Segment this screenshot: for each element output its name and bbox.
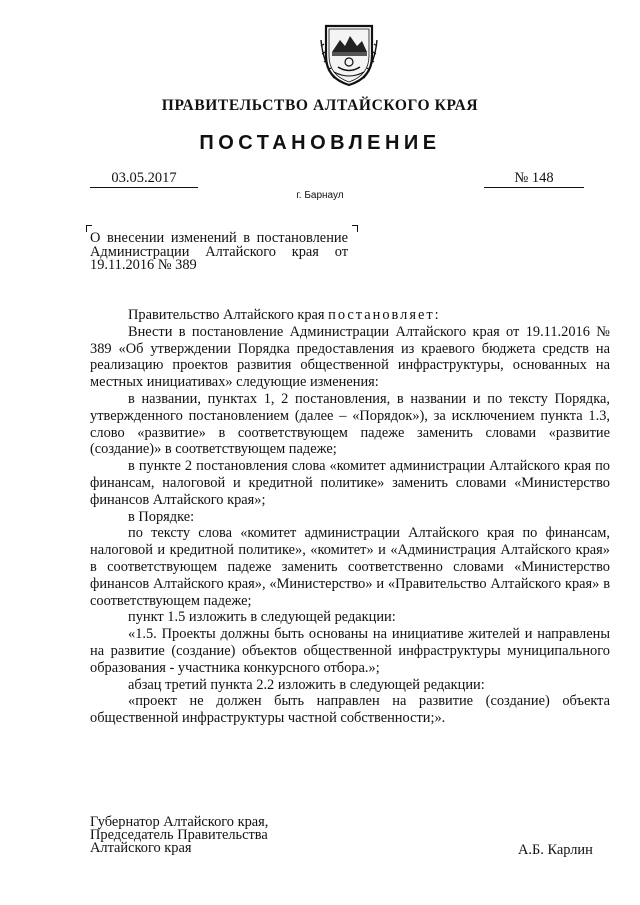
body-paragraph: пункт 1.5 изложить в следующей редакции: (128, 609, 396, 626)
resolves-word: постановляет: (328, 307, 441, 323)
coat-of-arms-emblem (320, 22, 378, 88)
resolution-intro: Правительство Алтайского края постановляет: (128, 307, 441, 323)
document-body (90, 307, 610, 727)
body-paragraph: в Порядке: (128, 508, 195, 525)
body-paragraph: в пункте 2 постановления слова «комитет администрации Алтайского края по финансам, налоговой и кредитной политике» заменить словами «Министерство финансов Алтайского края»; (90, 458, 610, 508)
body-paragraph: «1.5. Проекты должны быть основаны на инициативе жителей и направлены на развитие (создание) объектов общественной инфраструктуры муниципального образования - участника конкурсного отбора.»; (90, 626, 610, 676)
signatory-title (90, 816, 268, 855)
body-paragraph: «проект не должен быть направлен на развитие (создание) объекта общественной инфраструктуры частной собственности;». (90, 693, 610, 727)
subject-bracket-right (352, 225, 358, 232)
signatory-name: А.Б. Карлин (518, 842, 593, 858)
signatory-title-line: Алтайского края (90, 840, 192, 856)
document-type: ПОСТАНОВЛЕНИЕ (199, 132, 441, 154)
document-number: № 148 (484, 170, 584, 188)
body-paragraph: в названии, пунктах 1, 2 постановления, в названии и по тексту Порядка, утвержденного постановлением (далее – «Порядок»), за исключением пункта 1.3, слово «развитие» в соответствующем падеже заменить словами «развитие (создание)» в соответствующем падеже; (90, 390, 610, 458)
signatory-title-line: Губернатор Алтайского края, (90, 814, 269, 830)
document-date: 03.05.2017 (90, 170, 198, 188)
document-subject: О внесении изменений в постановление Администрации Алтайского края от 19.11.2016 № 389 (90, 230, 348, 273)
government-name: ПРАВИТЕЛЬСТВО АЛТАЙСКОГО КРАЯ (161, 97, 479, 114)
signatory-title-line: Председатель Правительства (90, 827, 268, 843)
body-paragraph: по тексту слова «комитет администрации Алтайского края по финансам, налоговой и кредитной политике», «комитет» и «Администрация Алтайского края» в соответствующем падеже заменить соответственно словами «Министерство финансов Алтайского края», «Министерство» и «Правительство Алтайского края» в соответствующем падеже; (90, 525, 610, 609)
body-paragraph: Внести в постановление Администрации Алтайского края от 19.11.2016 № 389 «Об утверждении Порядка предоставления из краевого бюджета средств на реализацию проектов развития общественной инфраструктуры, основанных на местных инициативах» следующие изменения: (90, 323, 610, 391)
city-name: г. Барнаул (296, 190, 344, 201)
body-paragraph: абзац третий пункта 2.2 изложить в следующей редакции: (128, 676, 485, 693)
